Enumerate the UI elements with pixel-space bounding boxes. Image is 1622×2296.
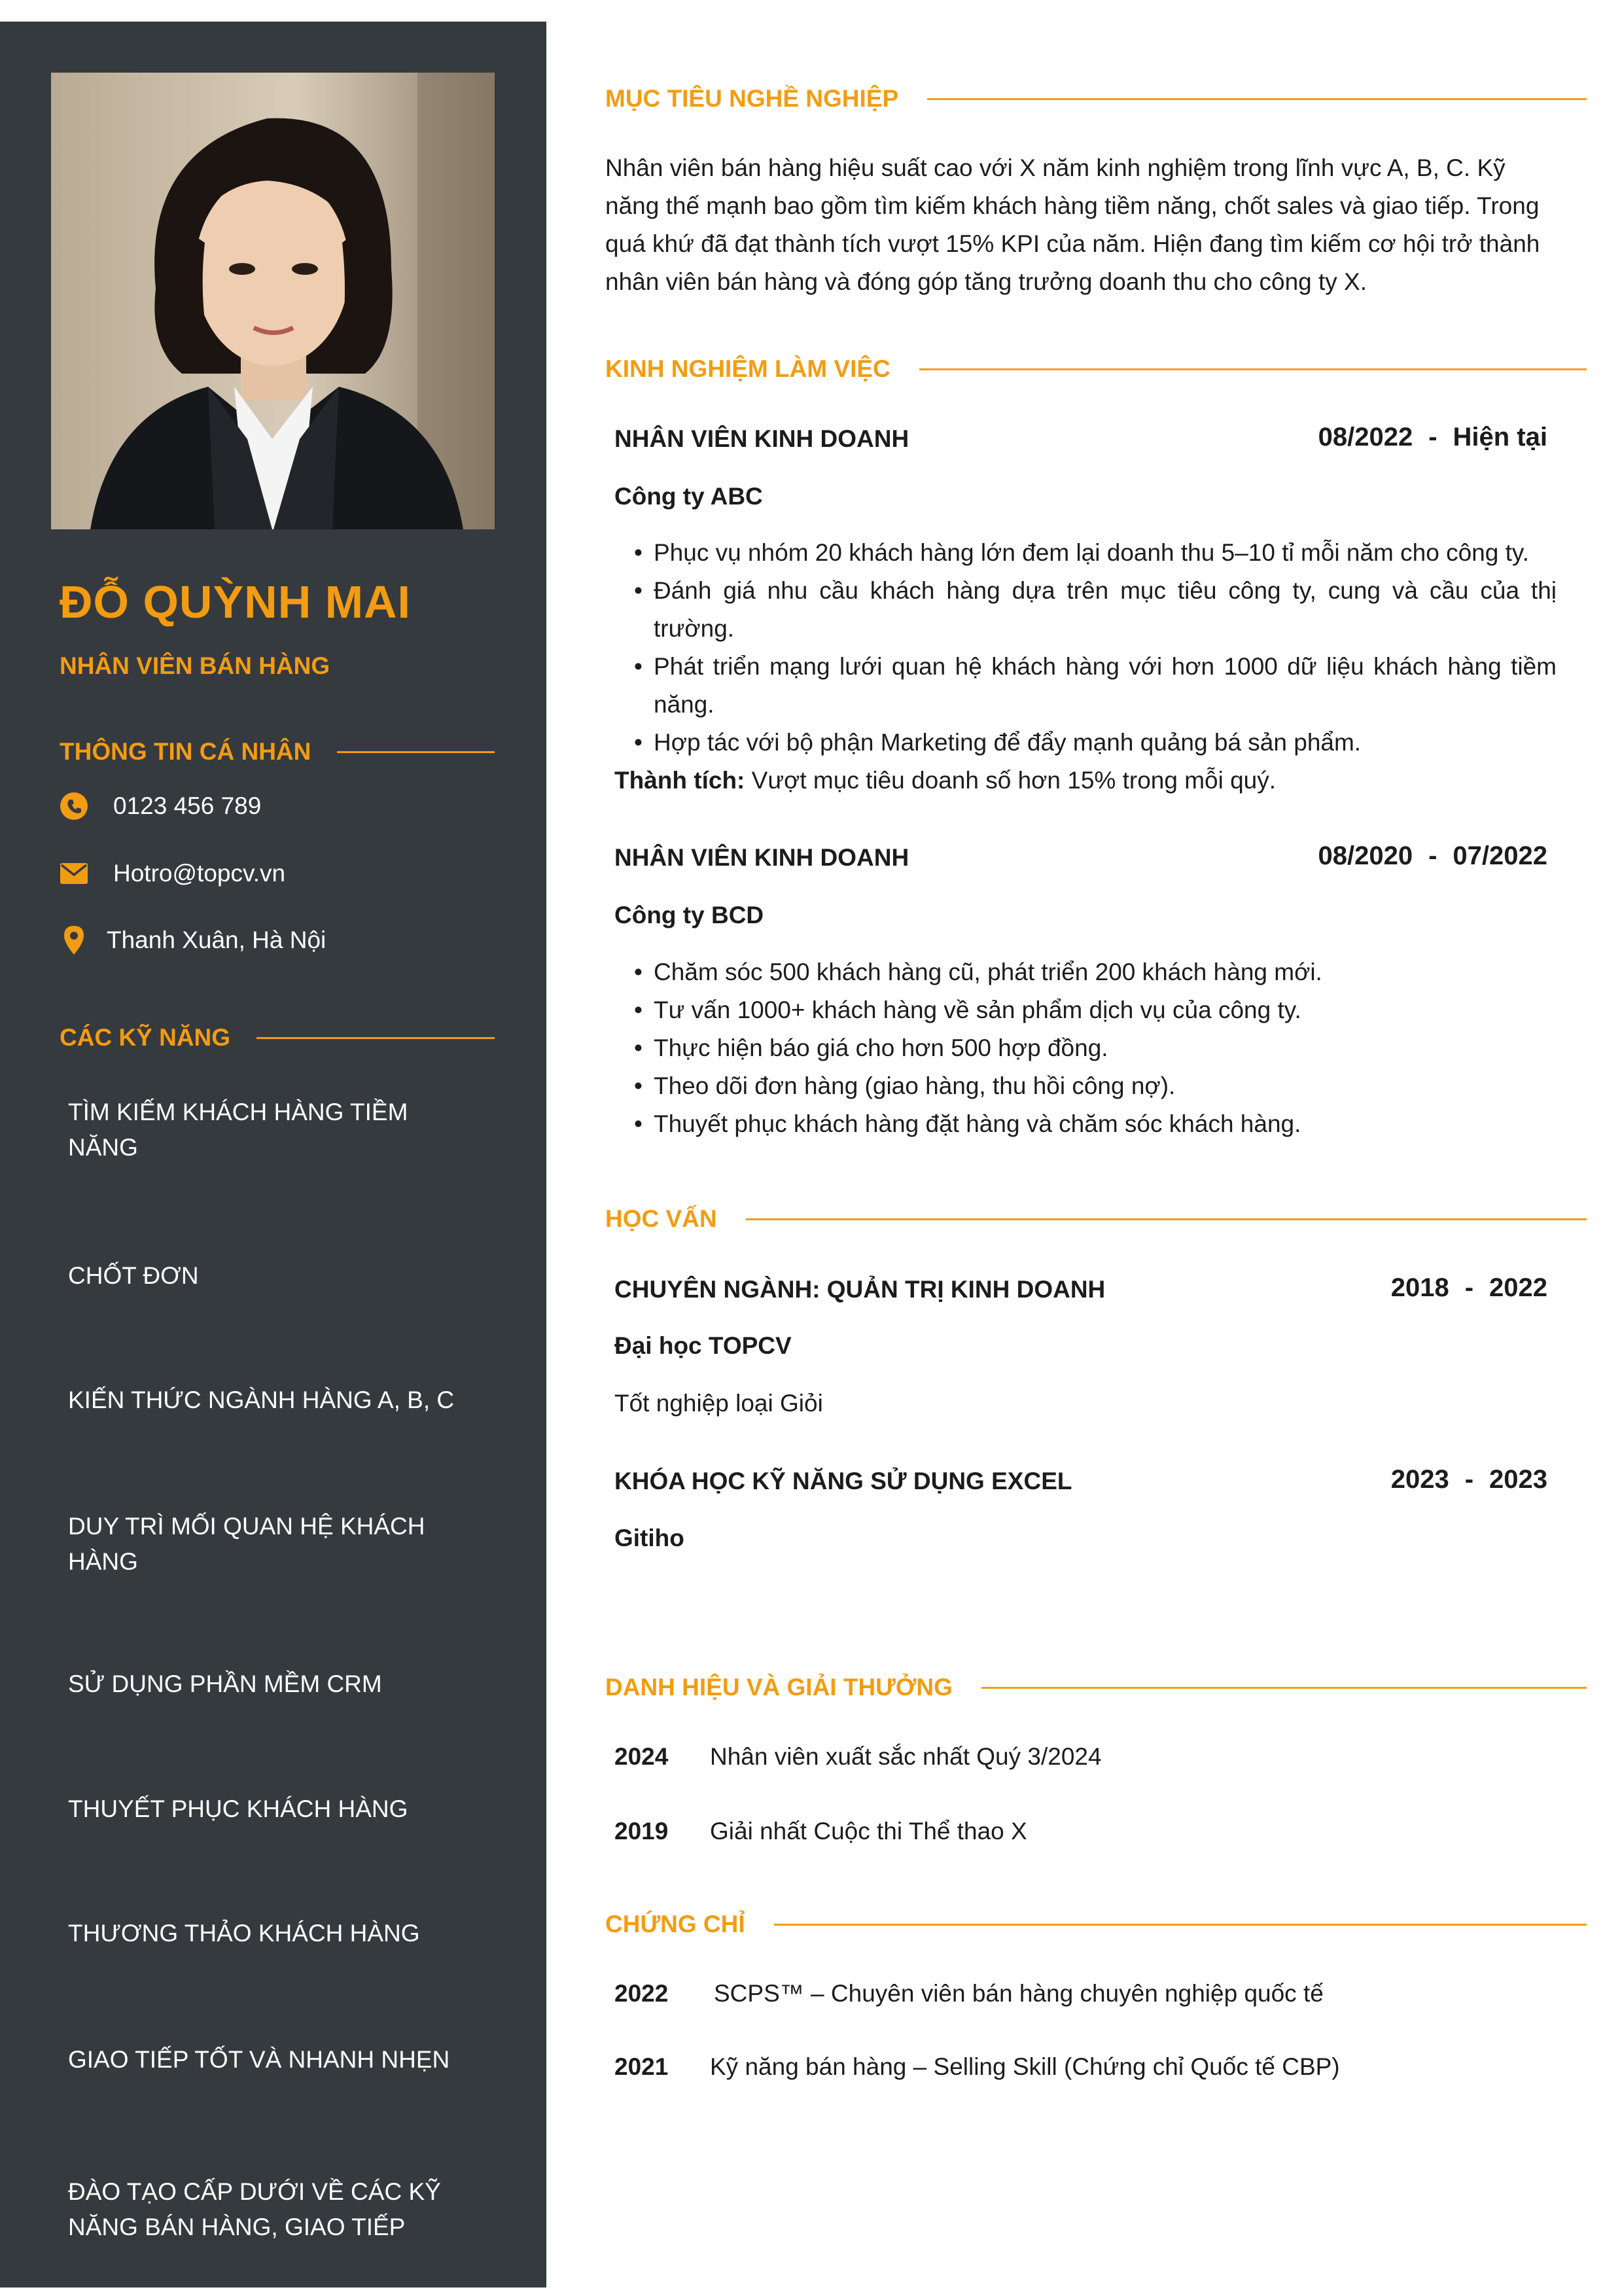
job-company: Công ty ABC: [614, 483, 763, 510]
award-row: [614, 1818, 1027, 1845]
objective-heading-text: MỤC TIÊU NGHỀ NGHIỆP: [605, 85, 899, 112]
job-date: [1089, 423, 1547, 452]
skill-item: DUY TRÌ MỐI QUAN HỆ KHÁCH HÀNG: [68, 1513, 425, 1575]
sidebar: [0, 22, 546, 2287]
phone-value: 0123 456 789: [113, 792, 262, 819]
skill-item: SỬ DỤNG PHẦN MỀM CRM: [68, 1670, 382, 1697]
job-date: [1089, 841, 1547, 871]
job-bullet: • Tư vấn 1000+ khách hàng về sản phẩm dịch vụ của công ty.: [634, 991, 1557, 1029]
certificate-text: SCPS™ – Chuyên viên bán hàng chuyên nghiệp quốc tế: [714, 1980, 1324, 2007]
heading-divider: [774, 1924, 1587, 1926]
certificate-row: [614, 1980, 1324, 2007]
education-title: KHÓA HỌC KỸ NĂNG SỬ DỤNG EXCEL: [614, 1468, 1072, 1494]
experience-heading: [605, 355, 1587, 383]
education-school: Gitiho: [614, 1525, 684, 1551]
certificate-text: Kỹ năng bán hàng – Selling Skill (Chứng chỉ Quốc tế CBP): [710, 2053, 1340, 2080]
certificates-heading-text: CHỨNG CHỈ: [605, 1911, 745, 1937]
job-bullet: • Phát triển mạng lưới quan hệ khách hàng với hơn 1000 dữ liệu khách hàng tiềm năng.: [634, 648, 1557, 724]
email-value: Hotro@topcv.vn: [113, 860, 286, 887]
experience-heading-text: KINH NGHIỆM LÀM VIỆC: [605, 355, 890, 382]
job-bullet: • Hợp tác với bộ phận Marketing để đẩy mạnh quảng bá sản phẩm.: [634, 724, 1557, 762]
award-text: Nhân viên xuất sắc nhất Quý 3/2024: [710, 1743, 1102, 1770]
job-end: 07/2022: [1453, 841, 1547, 870]
education-note: Tốt nghiệp loại Giỏi: [614, 1390, 823, 1417]
job-bullets: [634, 534, 1557, 762]
certificate-year: 2022: [614, 1980, 669, 2007]
skill-item: CHỐT ĐƠN: [68, 1262, 199, 1289]
award-year: 2019: [614, 1818, 669, 1845]
job-bullet: • Phục vụ nhóm 20 khách hàng lớn đem lại doanh thu 5–10 tỉ mỗi năm cho công ty.: [634, 534, 1557, 572]
job-bullet: • Đánh giá nhu cầu khách hàng dựa trên mục tiêu công ty, cung và cầu của thị trường.: [634, 572, 1557, 648]
candidate-name: ĐỖ QUỲNH MAI: [60, 576, 411, 627]
heading-divider: [919, 368, 1587, 370]
job-bullet: • Chăm sóc 500 khách hàng cũ, phát triển 200 khách hàng mới.: [634, 953, 1557, 991]
date-dash: -: [1464, 1273, 1474, 1302]
job-bullet: • Theo dõi đơn hàng (giao hàng, thu hồi công nợ).: [634, 1067, 1557, 1105]
candidate-role: NHÂN VIÊN BÁN HÀNG: [60, 652, 330, 679]
awards-heading: [605, 1674, 1587, 1701]
education-heading: [605, 1205, 1587, 1233]
date-dash: -: [1428, 423, 1437, 451]
map-pin-icon: [60, 926, 88, 955]
portrait-illustration: [51, 73, 495, 529]
skill-item: THUYẾT PHỤC KHÁCH HÀNG: [68, 1795, 408, 1822]
education-start: 2018: [1390, 1273, 1449, 1302]
contact-phone: [60, 792, 261, 821]
certificate-row: [614, 2053, 1340, 2081]
education-date: [1089, 1273, 1547, 1303]
heading-divider: [746, 1218, 1587, 1220]
skill-item: THƯƠNG THẢO KHÁCH HÀNG: [68, 1920, 420, 1947]
profile-photo: [51, 73, 495, 529]
education-end: 2022: [1489, 1273, 1547, 1302]
date-dash: -: [1464, 1465, 1474, 1494]
job-start: 08/2022: [1318, 423, 1413, 451]
job-title: NHÂN VIÊN KINH DOANH: [614, 844, 909, 871]
address-value: Thanh Xuân, Hà Nội: [107, 927, 326, 953]
date-dash: -: [1428, 841, 1437, 870]
email-icon: [60, 859, 88, 888]
job-title: NHÂN VIÊN KINH DOANH: [614, 425, 909, 452]
education-title: CHUYÊN NGÀNH: QUẢN TRỊ KINH DOANH: [614, 1276, 1106, 1303]
skills-heading-text: CÁC KỸ NĂNG: [60, 1024, 231, 1051]
achievement-label: Thành tích:: [614, 767, 745, 794]
skill-item: GIAO TIẾP TỐT VÀ NHANH NHẸN: [68, 2046, 450, 2073]
personal-info-heading-text: THÔNG TIN CÁ NHÂN: [60, 738, 311, 765]
heading-divider: [256, 1037, 495, 1039]
certificates-heading: [605, 1911, 1587, 1938]
objective-text: Nhân viên bán hàng hiệu suất cao với X năm kinh nghiệm trong lĩnh vực A, B, C. Kỹ năng thế mạnh bao gồm tìm kiếm khách hàng tiềm năng, chốt sales và giao tiếp. Trong quá khứ đã đạt thành tích vượt 15% KPI của năm. Hiện đang tìm kiếm cơ hội trở thành nhân viên bán hàng và đóng góp tăng trưởng doanh thu cho công ty X.: [605, 154, 1540, 295]
job-bullet: • Thuyết phục khách hàng đặt hàng và chăm sóc khách hàng.: [634, 1105, 1557, 1143]
contact-email: [60, 859, 285, 888]
skill-item: KIẾN THỨC NGÀNH HÀNG A, B, C: [68, 1386, 455, 1413]
certificate-year: 2021: [614, 2053, 669, 2080]
education-date: [1089, 1465, 1547, 1494]
education-end: 2023: [1489, 1465, 1547, 1494]
job-end: Hiện tại: [1453, 423, 1547, 451]
skill-item: TÌM KIẾM KHÁCH HÀNG TIỀM NĂNG: [68, 1099, 408, 1161]
award-row: [614, 1743, 1102, 1771]
skills-heading: [60, 1024, 495, 1051]
skill-item: ĐÀO TẠO CẤP DƯỚI VỀ CÁC KỸ NĂNG BÁN HÀNG, GIAO TIẾP: [68, 2178, 441, 2240]
job-company: Công ty BCD: [614, 902, 764, 928]
personal-info-heading: [60, 738, 495, 766]
objective-heading: [605, 85, 1587, 113]
heading-divider: [927, 98, 1587, 100]
award-text: Giải nhất Cuộc thi Thể thao X: [710, 1818, 1027, 1845]
heading-divider: [981, 1687, 1587, 1689]
achievement-text: Vượt mục tiêu doanh số hơn 15% trong mỗi quý.: [745, 767, 1277, 794]
contact-address: [60, 926, 326, 955]
education-school: Đại học TOPCV: [614, 1332, 792, 1359]
award-year: 2024: [614, 1743, 669, 1770]
heading-divider: [337, 751, 495, 753]
phone-icon: [60, 792, 88, 821]
job-bullet: • Thực hiện báo giá cho hơn 500 hợp đồng.: [634, 1029, 1557, 1067]
job-start: 08/2020: [1318, 841, 1413, 870]
job-achievement: [614, 767, 1276, 794]
education-start: 2023: [1390, 1465, 1449, 1494]
education-heading-text: HỌC VẤN: [605, 1205, 717, 1232]
job-bullets: [634, 953, 1557, 1143]
awards-heading-text: DANH HIỆU VÀ GIẢI THƯỞNG: [605, 1674, 953, 1701]
